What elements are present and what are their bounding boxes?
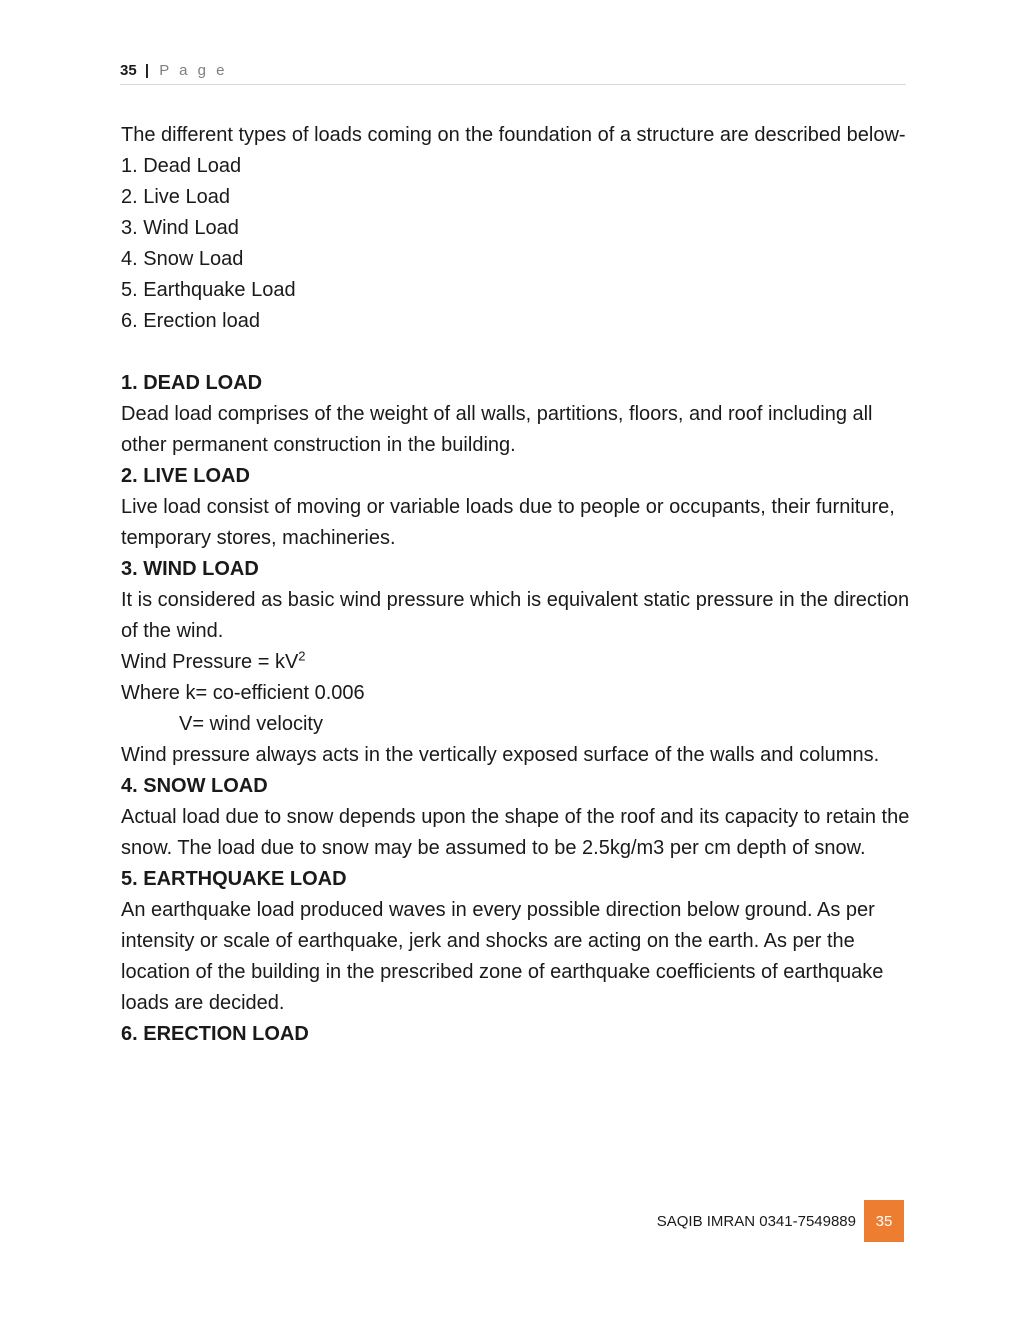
snow-load-heading: 4. SNOW LOAD (121, 775, 268, 797)
where-k-line: Where k= co-efficient 0.006 (121, 682, 365, 704)
intro-paragraph: The different types of loads coming on the foundation of a structure are described below- (121, 124, 906, 146)
load-list-item: 6. Erection load (121, 310, 260, 332)
load-list-item: 4. Snow Load (121, 248, 244, 270)
spacer (121, 337, 911, 368)
header-page-word: P a g e (159, 62, 228, 79)
header-page-number: 35 (120, 62, 137, 79)
load-list-item: 3. Wind Load (121, 217, 239, 239)
load-list (121, 151, 911, 337)
formula-text: Wind Pressure = kV (121, 651, 299, 673)
page-footer (657, 1200, 904, 1242)
snow-load-text: Actual load due to snow depends upon the shape of the roof and its capacity to retain the snow. The load due to snow may be assumed to be 2.5kg/m3 per cm depth of snow. (121, 806, 910, 859)
wind-pressure-formula (121, 647, 911, 678)
dead-load-text: Dead load comprises of the weight of all walls, partitions, floors, and roof including all other permanent construction in the building. (121, 403, 873, 456)
load-list-item: 1. Dead Load (121, 155, 242, 177)
dead-load-heading: 1. DEAD LOAD (121, 372, 263, 394)
where-v-line: V= wind velocity (179, 713, 323, 735)
wind-load-text: It is considered as basic wind pressure which is equivalent static pressure in the direction of the wind. (121, 589, 910, 642)
wind-load-heading: 3. WIND LOAD (121, 558, 259, 580)
header-separator: | (144, 62, 150, 79)
page-header (120, 60, 906, 85)
load-list-item: 5. Earthquake Load (121, 279, 296, 301)
load-list-item: 2. Live Load (121, 186, 230, 208)
wind-load-note: Wind pressure always acts in the vertically exposed surface of the walls and columns. (121, 744, 880, 766)
footer-page-badge: 35 (864, 1200, 904, 1242)
earthquake-load-heading: 5. EARTHQUAKE LOAD (121, 868, 347, 890)
live-load-text: Live load consist of moving or variable loads due to people or occupants, their furniture, temporary stores, machineries. (121, 496, 895, 549)
formula-exponent: 2 (298, 648, 306, 664)
erection-load-heading: 6. ERECTION LOAD (121, 1023, 309, 1045)
document-body (121, 120, 911, 1050)
footer-author: SAQIB IMRAN 0341-7549889 (656, 1212, 856, 1230)
earthquake-load-text: An earthquake load produced waves in every possible direction below ground. As per intensity or scale of earthquake, jerk and shocks are acting on the earth. As per the location of the building in the prescribed zone of earthquake coefficients of earthquake loads are decided. (121, 899, 884, 1014)
live-load-heading: 2. LIVE LOAD (121, 465, 250, 487)
